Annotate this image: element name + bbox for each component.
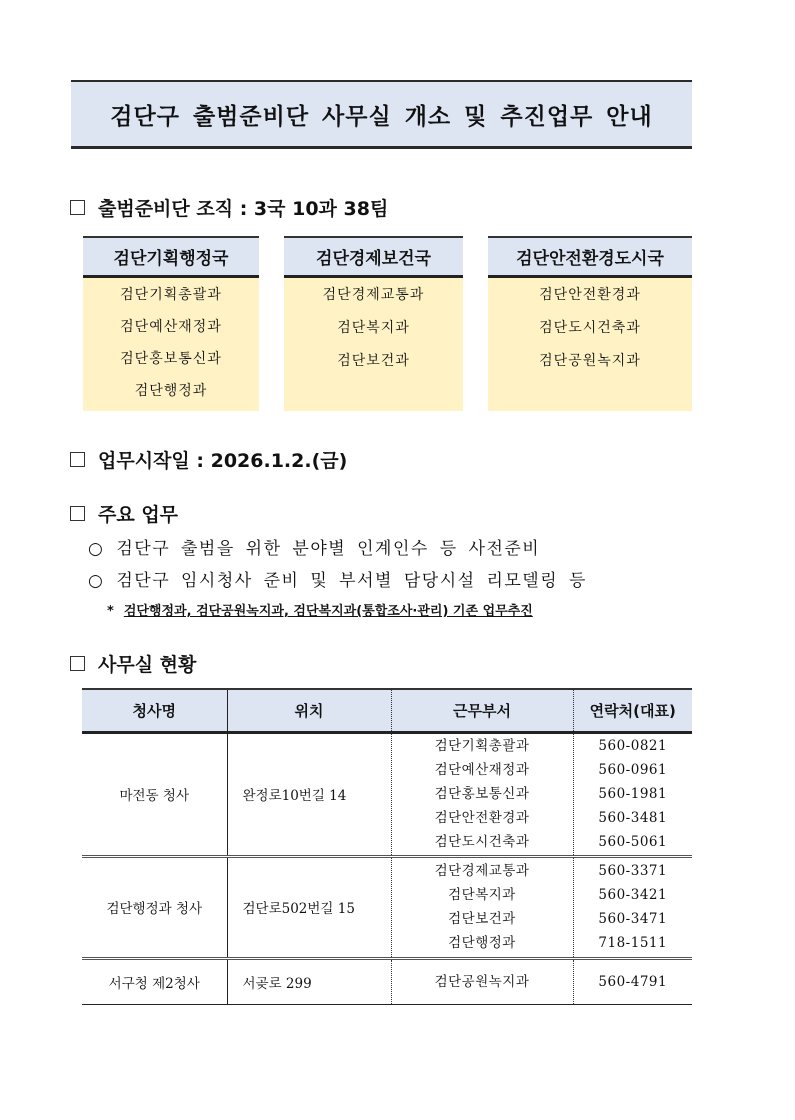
offices-table [82, 688, 692, 1005]
column-header-name: 청사명 [82, 689, 227, 732]
org-bureau-header: 검단안전환경도시국 [488, 236, 692, 278]
duty-item [88, 566, 587, 591]
office-phones [573, 856, 692, 958]
office-location: 서곶로 299 [227, 958, 391, 1004]
section-org-heading [70, 194, 388, 221]
office-name: 서구청 제2청사 [82, 958, 227, 1004]
table-row [82, 732, 692, 856]
office-location: 완정로10번길 14 [227, 732, 391, 856]
office-phones [573, 958, 692, 1004]
org-division: 검단복지과 [337, 320, 410, 336]
column-header-location: 위치 [227, 689, 391, 732]
square-bullet-icon [70, 506, 85, 521]
asterisk-icon: * [107, 604, 114, 619]
office-departments [391, 958, 573, 1004]
office-name: 마전동 청사 [82, 732, 227, 856]
department: 검단복지과 [448, 887, 516, 903]
department: 검단행정과 [448, 935, 516, 951]
table-row [82, 856, 692, 958]
department: 검단예산재정과 [434, 762, 530, 778]
phone-number: 560-0821 [598, 738, 668, 754]
department: 검단경제교통과 [434, 863, 530, 879]
org-bureau-header: 검단경제보건국 [284, 236, 463, 278]
org-division-list [284, 278, 463, 411]
phone-number: 560-1981 [598, 786, 668, 802]
org-division: 검단경제교통과 [322, 287, 425, 303]
section-duties-heading-text: 주요 업무 [98, 504, 179, 526]
org-division: 검단기획총괄과 [120, 287, 222, 303]
circle-bullet-icon: ○ [88, 539, 105, 559]
org-division-list [83, 278, 259, 411]
section-start-heading-text: 업무시작일 : 2026.1.2.(금) [98, 450, 348, 472]
phone-number: 560-3471 [598, 911, 668, 927]
org-division: 검단도시건축과 [539, 320, 641, 336]
square-bullet-icon [70, 200, 85, 215]
column-header-phone: 연락처(대표) [573, 689, 692, 732]
department: 검단기획총괄과 [434, 738, 530, 754]
document-title-box [71, 80, 692, 149]
table-header-row [82, 689, 692, 732]
org-division: 검단보건과 [337, 353, 410, 369]
circle-bullet-icon: ○ [88, 571, 105, 591]
office-departments [391, 732, 573, 856]
phone-number: 560-0961 [598, 762, 668, 778]
org-column-economy [284, 236, 463, 411]
duty-item-text: 검단구 출범을 위한 분야별 인계인수 등 사전준비 [116, 539, 541, 559]
org-division-list [488, 278, 692, 411]
department: 검단도시건축과 [434, 834, 530, 850]
office-phones [573, 732, 692, 856]
section-offices-heading-text: 사무실 현황 [98, 654, 197, 676]
org-division: 검단행정과 [134, 383, 208, 399]
phone-number: 560-3481 [598, 810, 668, 826]
phone-number: 560-4791 [598, 973, 668, 990]
section-start-heading [70, 446, 347, 473]
phone-number: 718-1511 [598, 935, 668, 951]
duty-item-text: 검단구 임시청사 준비 및 부서별 담당시설 리모델링 등 [116, 571, 587, 591]
org-division: 검단예산재정과 [120, 319, 222, 335]
duty-note-text: 검단행정과, 검단공원녹지과, 검단복지과(통합조사·관리) 기존 업무추진 [123, 604, 533, 619]
phone-number: 560-3371 [598, 863, 668, 879]
section-offices-heading [70, 650, 196, 677]
square-bullet-icon [70, 452, 85, 467]
org-division: 검단공원녹지과 [539, 353, 641, 369]
department: 검단공원녹지과 [434, 973, 530, 990]
org-bureau-header: 검단기획행정국 [83, 236, 259, 278]
department: 검단홍보통신과 [434, 786, 530, 802]
duty-note [107, 600, 533, 619]
document-title: 검단구 출범준비단 사무실 개소 및 추진업무 안내 [110, 103, 653, 130]
office-location: 검단로502번길 15 [227, 856, 391, 958]
column-header-departments: 근무부서 [391, 689, 573, 732]
phone-number: 560-3421 [598, 887, 668, 903]
phone-number: 560-5061 [598, 834, 668, 850]
office-departments [391, 856, 573, 958]
duty-item [88, 534, 540, 559]
org-division: 검단안전환경과 [539, 287, 641, 303]
table-row [82, 958, 692, 1004]
square-bullet-icon [70, 656, 85, 671]
section-duties-heading [70, 500, 178, 527]
department: 검단보건과 [448, 911, 516, 927]
office-name: 검단행정과 청사 [82, 856, 227, 958]
org-column-planning [83, 236, 259, 411]
section-org-heading-text: 출범준비단 조직 : 3국 10과 38팀 [98, 198, 389, 220]
org-column-safety [488, 236, 692, 411]
department: 검단안전환경과 [434, 810, 530, 826]
org-division: 검단홍보통신과 [120, 351, 222, 367]
